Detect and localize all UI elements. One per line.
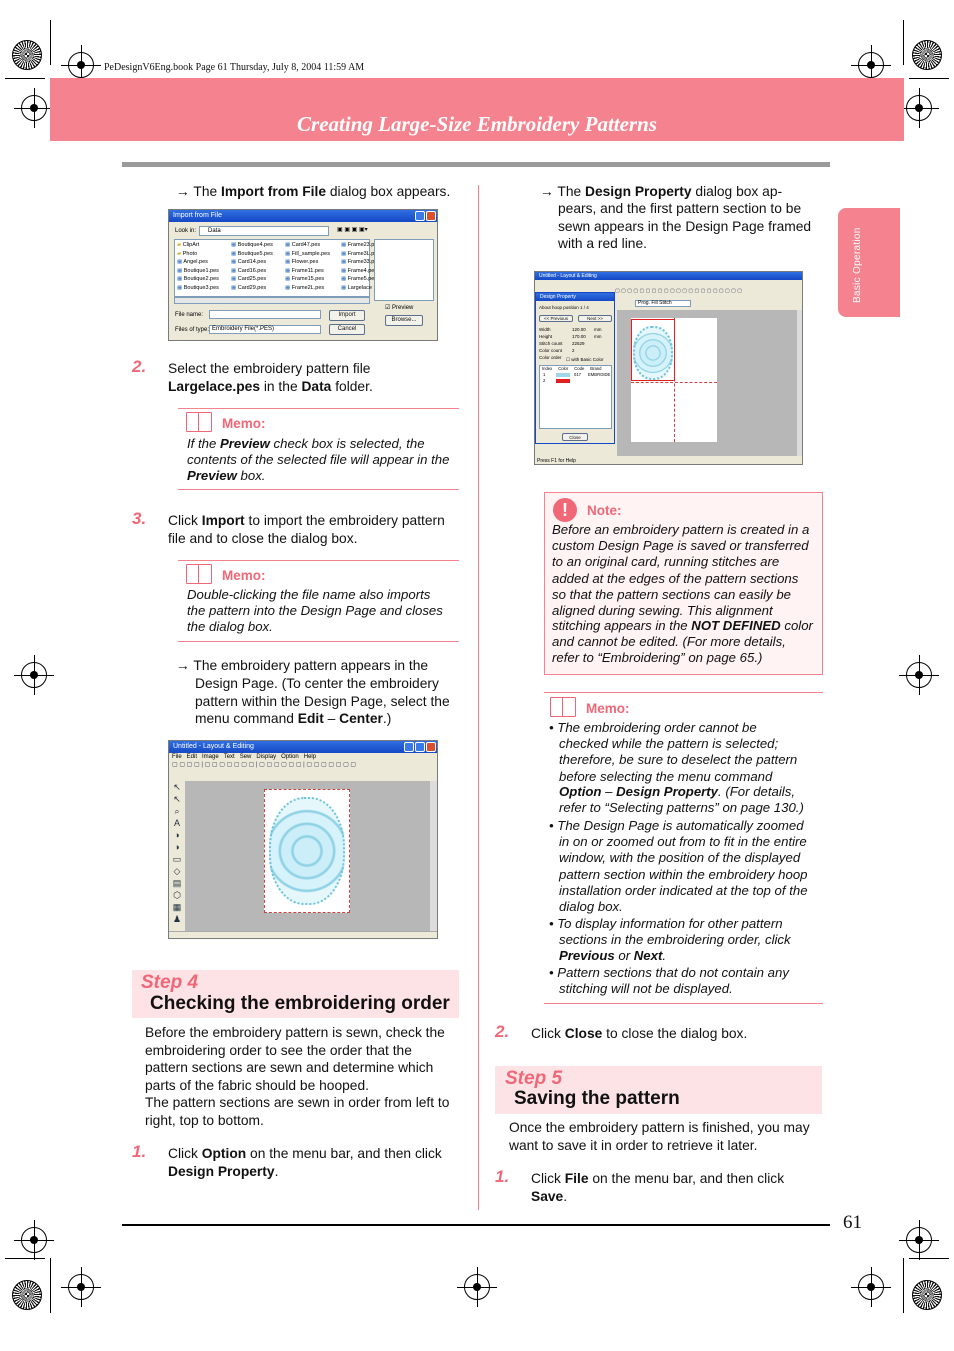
memo-bullet-4 (549, 965, 789, 997)
memo-label: Memo: (586, 701, 630, 716)
memo-line: installation order indicated at the top of the (559, 882, 808, 898)
property-field: 2 (572, 348, 575, 353)
property-field: 120.00 (572, 327, 586, 332)
color-swatch (556, 373, 570, 377)
column-divider (478, 185, 479, 1210)
memo-bullet-3-cont: Previous or Next. (559, 948, 667, 963)
next-button: Next >> (578, 315, 612, 322)
step-number: 2. (495, 1022, 510, 1041)
paragraph-line: Before the embroidery pattern is sewn, check the (145, 1025, 445, 1040)
memo-label: Memo: (222, 568, 266, 583)
file-icon: ▦ (177, 259, 184, 265)
registration-mark-left-bottom (21, 1227, 47, 1253)
step-title: Saving the pattern (514, 1088, 680, 1109)
layout-editing-screenshot (168, 740, 438, 939)
arrow-result-pattern-cont: Design Page. (To center the embroidery pattern within the Design Page, select the menu command Edit – Center.) (195, 676, 450, 727)
file-icon: ▦ (285, 267, 292, 274)
file-name: Boutique5.pes (237, 250, 273, 257)
red-section-frame (631, 319, 675, 381)
file-list-item (231, 285, 266, 291)
registration-mark-right-middle (906, 662, 932, 688)
import-dialog-screenshot (168, 209, 438, 341)
file-name: Boutique4.pes (237, 242, 273, 248)
memo-line: therefore, be sure to deselect the pattern (559, 752, 798, 768)
memo-line: sections in the embroidering order, click (559, 932, 791, 948)
design-property-screenshot (534, 271, 803, 465)
registration-wheel-bottom-left (12, 1280, 42, 1310)
file-icon: ▦ (231, 250, 238, 257)
note-line: added at the edges of the pattern sections (552, 570, 799, 586)
file-name: Frame15.pes (291, 276, 325, 282)
vertical-scrollbar (797, 310, 803, 456)
memo-label: Memo: (222, 416, 266, 431)
memo-line: dialog box. (559, 899, 623, 915)
file-icon: ▦ (285, 284, 292, 291)
alert-icon: ! (553, 498, 577, 522)
file-list-item (341, 285, 372, 291)
file-list (174, 239, 375, 297)
menu-item: Help (303, 754, 317, 760)
side-tab-label: Basic Operation (852, 227, 863, 303)
registration-wheel-top-right (912, 40, 942, 70)
table-header-cell: Color (558, 366, 569, 371)
step-text: Click Close to close the dialog box. (531, 1026, 748, 1041)
file-type-select: Embroidery File(*.PES) (209, 325, 321, 334)
table-header-cell: Code (574, 366, 585, 371)
menu-item: Edit (186, 754, 198, 760)
crop-line (5, 1258, 45, 1259)
registration-mark-bottom-center (464, 1274, 490, 1300)
window-titlebar: Untitled - Layout & Editing (535, 272, 802, 280)
file-list-item (341, 268, 374, 274)
note-text-cont: stitching appears in the NOT DEFINED color and cannot be edited. (For more details, refer to “Embroidering” on page 65.) (552, 618, 813, 666)
step-label: Step 5 (505, 1068, 563, 1089)
file-list-item (341, 276, 374, 282)
folder-icon: ▰ (177, 242, 183, 248)
registration-mark-top-left (68, 52, 94, 78)
memo-book-icon (186, 564, 212, 584)
file-name: Frame5.pe (347, 276, 375, 282)
memo-book-icon (186, 412, 212, 432)
file-icon: ▦ (177, 284, 184, 291)
registration-mark-right-bottom (906, 1227, 932, 1253)
note-line: Before an embroidery pattern is created in a (552, 522, 810, 537)
page-split-line (631, 382, 717, 383)
memo-line: • The Design Page is automatically zoomed (549, 818, 804, 833)
crop-line (903, 1258, 904, 1313)
table-header-cell: Index (542, 366, 553, 371)
window-titlebar: Untitled - Layout & Editing (169, 741, 437, 753)
file-icon: ▦ (285, 276, 292, 282)
file-name: Frame11.pes (291, 267, 324, 274)
cancel-button: Cancel (329, 324, 365, 335)
memo-text: If the Preview check box is selected, the contents of the selected file will appear in the Preview box. (187, 436, 450, 484)
file-name: Card29.pes (237, 284, 267, 291)
dialog-titlebar: Design Property (536, 293, 614, 301)
step-number: 1. (495, 1167, 510, 1186)
browse-button: Browse... (385, 315, 423, 326)
table-header (542, 366, 607, 371)
paragraph-line: Once the embroidery pattern is finished, you may (509, 1120, 810, 1135)
file-name: Frame23.p (347, 242, 375, 248)
book-info-line: PeDesignV6Eng.book Page 61 Thursday, July 8, 2004 11:59 AM (104, 62, 365, 73)
file-icon: ▦ (231, 276, 238, 282)
horizontal-scrollbar (174, 297, 370, 304)
file-list-item (177, 251, 197, 257)
crop-line (909, 1258, 949, 1259)
file-name: Frame2L.pes (291, 284, 325, 291)
status-bar: Press F1 for Help (537, 458, 576, 464)
file-icon: ▦ (341, 259, 348, 265)
note-line: aligned during sewing. This alignment (552, 603, 773, 619)
look-in-select: Data (199, 226, 329, 236)
file-icon: ▦ (177, 276, 184, 282)
toolbar: ▢ ▢ ▢ ▢ ▢ ▢ ▢ ▢ ▢ ▢ ▢ ▢ ▢ ▢ ▢ ▢ ▢ ▢ ▢ ▢ ▢ (615, 288, 742, 294)
look-in-label: Look in: (175, 228, 197, 234)
file-name: Card16.pes (237, 267, 267, 274)
paragraph-line: The pattern sections are sewn in order from left to (145, 1095, 450, 1111)
design-property-dialog (535, 292, 615, 444)
paragraph-line: parts of the fabric should be hooped. (145, 1077, 369, 1093)
arrow-result-pattern: → The embroidery pattern appears in the (176, 658, 429, 673)
step-label: Step 4 (141, 972, 199, 993)
file-list-item (341, 251, 374, 257)
crop-line (903, 20, 904, 65)
menu-item: Sew (239, 754, 252, 760)
memo-line: pattern section within the embroidery hoop (559, 866, 808, 882)
registration-mark-bottom-left (68, 1274, 94, 1300)
vertical-scrollbar (430, 781, 438, 931)
memo-line: • The embroidering order cannot be (549, 720, 757, 735)
hoop-position: About hoop position 1 / 4 (539, 305, 589, 310)
memo-bullet-1 (549, 720, 797, 785)
close-icon (426, 742, 436, 752)
file-name-label: File name: (175, 312, 204, 318)
memo-line: checked while the pattern is selected; (559, 736, 779, 752)
maximize-icon (415, 742, 425, 752)
folder-icon: ▰ (177, 250, 183, 257)
file-icon: ▦ (341, 242, 348, 248)
table-cell: 2 (543, 378, 546, 383)
property-field: Stitch count (539, 341, 563, 346)
file-icon: ▦ (231, 242, 238, 248)
color-order-table (539, 365, 612, 429)
crop-line (909, 78, 949, 79)
file-name: Card47.pes (291, 242, 321, 248)
file-list-item (341, 259, 374, 265)
memo-book-icon (550, 697, 576, 717)
step-text: Click Option on the menu bar, and then click Design Property. (168, 1146, 442, 1179)
step-number: 2. (132, 357, 147, 376)
property-field: mm (594, 334, 602, 339)
file-icon: ▦ (285, 250, 292, 257)
file-list-item (231, 242, 273, 248)
property-field: 22529 (572, 341, 585, 346)
file-list-item (231, 268, 266, 274)
step-text: Select the embroidery pattern file Largelace.pes in the Data folder. (168, 361, 373, 394)
file-list-item (285, 285, 324, 291)
table-cell: 1 (543, 372, 546, 377)
file-name: ClipArt (182, 242, 200, 248)
file-list-item (177, 259, 208, 265)
step-title: Checking the embroidering order (150, 993, 450, 1014)
file-list-item (341, 242, 374, 248)
file-icon: ▦ (341, 267, 348, 274)
footer-rule (122, 1224, 830, 1226)
registration-wheel-bottom-right (912, 1280, 942, 1310)
file-list-item (285, 276, 324, 282)
file-list-item (285, 268, 324, 274)
file-icon: ▦ (177, 267, 184, 274)
file-list-item (285, 251, 330, 257)
preview-checkbox: ☑ Preview (385, 305, 414, 311)
file-icon: ▦ (231, 259, 238, 265)
paragraph-line: right, top to bottom. (145, 1112, 264, 1128)
memo-line: • Pattern sections that do not contain any (549, 965, 789, 980)
memo-line: • To display information for other pattern (549, 916, 783, 931)
header-rule (122, 162, 830, 167)
close-icon (426, 211, 436, 221)
file-icon: ▦ (341, 284, 348, 291)
file-icon: ▦ (285, 259, 292, 265)
step-text: Click Import to import the embroidery pattern file and to close the dialog box. (168, 513, 445, 546)
memo-bullet-3 (549, 916, 791, 948)
toolbar: ▢ ▢ ▢ ▢ | ▢ ▢ ▢ ▢ ▢ ▢ ▢ | ▢ ▢ ▢ ▢ ▢ ▢ | ▢ ▢ ▢ ▢ ▢ ▢ ▢ (172, 762, 357, 768)
paragraph-line: pattern sections are sewn and determine which (145, 1060, 434, 1076)
property-field: mm (594, 327, 602, 332)
file-icon: ▦ (341, 276, 348, 282)
step-number: 1. (132, 1142, 147, 1161)
registration-wheel-top-left (12, 40, 42, 70)
preview-pane (374, 239, 434, 301)
file-list-item (231, 259, 266, 265)
file-list-item (285, 242, 320, 248)
property-field: 170.00 (572, 334, 586, 339)
file-icon: ▦ (285, 242, 292, 248)
file-list-item (231, 276, 266, 282)
menu-bar (172, 754, 321, 760)
memo-line: stitching will not be displayed. (559, 981, 733, 997)
file-name: Fill_sample.pes (291, 250, 330, 257)
file-list-item (177, 285, 219, 291)
memo-line: in on or zoomed out from to fit in the entire (559, 834, 807, 850)
dialog-titlebar: Import from File (169, 210, 437, 222)
file-name: Frame3L.p (347, 250, 375, 257)
registration-mark-left-top (21, 95, 47, 121)
step-number: 3. (132, 509, 147, 528)
note-line: so that the pattern sections can easily be (552, 586, 791, 602)
memo-bullet-2 (549, 818, 808, 915)
file-name: Photo (182, 250, 198, 257)
arrow-result-property-cont: pears, and the first pattern section to be sewn appears in the Design Page framed with a red line. (558, 201, 812, 252)
table-cell: EMBROIDE (588, 372, 611, 377)
step4-paragraph (145, 1024, 449, 1130)
registration-mark-right-top (906, 95, 932, 121)
paragraph-line: want to save it in order to retrieve it later. (509, 1137, 758, 1153)
file-name: Angel.pes (183, 259, 208, 265)
property-field: Width (539, 327, 551, 332)
close-button: Close (562, 433, 588, 441)
file-name: Flower.pes (291, 259, 319, 265)
page-title: Creating Large-Size Embroidery Patterns (297, 112, 657, 136)
previous-button: << Previous (539, 315, 573, 322)
step-text: Click File on the menu bar, and then click Save. (531, 1171, 785, 1204)
import-button: Import (329, 310, 365, 321)
memo-bullet-1-cont: Option – Design Property. (For details, refer to “Selecting patterns” on page 130.) (559, 784, 804, 816)
stitch-type-select: Prog. Fill Stitch (635, 300, 691, 307)
memo-line: window, with the position of the displayed (559, 850, 801, 866)
file-icon: ▦ (231, 267, 238, 274)
arrow-result-property: → The Design Property dialog box ap- (540, 184, 783, 199)
note-line: to an original card, running stitches are (552, 554, 780, 570)
basic-color-checkbox: ☐ with Basic Color (566, 357, 604, 362)
file-name: Boutique3.pes (183, 284, 219, 291)
file-name: Boutique1.pes (183, 267, 219, 274)
menu-item: Option (281, 754, 299, 760)
file-list-item (177, 242, 199, 248)
paragraph-line: embroidering order to see the order that the (145, 1042, 412, 1058)
table-header-cell: Brand (590, 366, 602, 371)
file-name: Card14.pes (237, 259, 267, 265)
registration-mark-left-middle (21, 662, 47, 688)
file-name-field (209, 310, 321, 319)
registration-mark-top-right (858, 52, 884, 78)
note-text (552, 522, 809, 619)
file-list-item (231, 251, 273, 257)
property-field: Color order (539, 355, 562, 360)
file-name: Largelace (347, 284, 372, 291)
minimize-icon (404, 742, 414, 752)
property-field: Color count (539, 348, 563, 353)
file-list-item (285, 259, 318, 265)
memo-text: Double-clicking the file name also imports the pattern into the Design Page and closes the dialog box. (187, 587, 443, 635)
table-cell: 017 (574, 372, 581, 377)
help-icon (415, 211, 425, 221)
menu-item: Image (202, 754, 219, 760)
note-line: custom Design Page is saved or transferred (552, 538, 809, 554)
file-list-item (177, 276, 219, 282)
file-name: Frame33.p (347, 259, 375, 265)
memo-line: before selecting the menu command (559, 768, 773, 784)
tool-palette: ↖ ↖ ⌕ A ◑ ◑ ▭ ◇ ▤ ⬡ ▦ ♟ (170, 781, 184, 924)
crop-line (50, 20, 51, 65)
color-swatch (556, 379, 570, 383)
file-icon: ▦ (341, 250, 348, 257)
menu-item: Display (256, 754, 277, 760)
file-type-label: Files of type: (175, 327, 210, 333)
crop-line (5, 78, 45, 79)
menu-item: Text (223, 754, 235, 760)
registration-mark-bottom-right (858, 1274, 884, 1300)
lace-pattern (269, 797, 345, 905)
file-list-item (177, 268, 219, 274)
property-field: Height (539, 334, 553, 339)
step5-paragraph (509, 1119, 810, 1154)
toolbar-icons: ▣ ▣ ▣ ▣▾ (337, 227, 368, 233)
side-tab (838, 208, 900, 317)
crop-line (50, 1258, 51, 1313)
page-number: 61 (843, 1212, 862, 1233)
file-name: Frame4.pe (347, 267, 375, 274)
status-bar (169, 931, 438, 939)
note-label: Note: (587, 503, 622, 518)
arrow-result-import: → The Import from File dialog box appears. (176, 184, 451, 199)
file-name: Card25.pes (237, 276, 267, 282)
file-name: Boutique2.pes (183, 276, 219, 282)
menu-item: File (172, 754, 182, 760)
file-icon: ▦ (231, 284, 238, 291)
